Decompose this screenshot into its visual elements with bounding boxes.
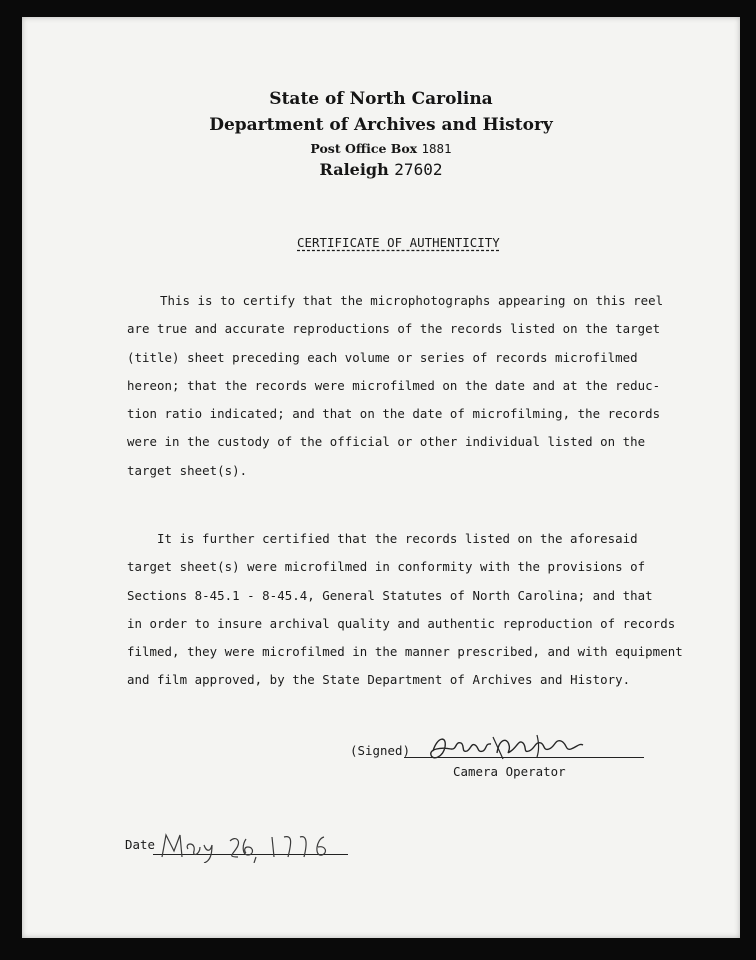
paragraph-line: It is further certified that the records listed on the aforesaid [157,531,638,546]
paragraph-line: target sheet(s). [127,462,248,478]
certificate-title: CERTIFICATE OF AUTHENTICITY [297,235,500,250]
letterhead-po-box [22,141,740,156]
paragraph-line: This is to certify that the microphotographs appearing on this reel [160,293,664,308]
paragraph-line: hereon; that the records were microfilmed on the date and at the reduc- [127,377,661,393]
po-box-number: 1881 [421,141,452,156]
date-label: Date [125,837,156,852]
city-label: Raleigh [319,160,389,179]
document-page [22,17,740,938]
po-box-label: Post Office Box [310,141,418,156]
zip-code: 27602 [394,160,443,179]
paragraph-line: are true and accurate reproductions of the records listed on the target [127,321,661,337]
signed-label: (Signed) [350,743,411,758]
paragraph-line: and film approved, by the State Department of Archives and History. [127,672,631,688]
handwritten-date [156,829,336,863]
paragraph-line: tion ratio indicated; and that on the date of microfilming, the records [127,406,661,422]
paragraph-line: filmed, they were microfilmed in the manner prescribed, and with equipment [127,644,683,660]
letterhead-city [22,160,740,179]
paragraph-line: Sections 8-45.1 - 8-45.4, General Statutes of North Carolina; and that [127,587,653,603]
paragraph-line: in order to insure archival quality and authentic reproduction of records [127,615,676,631]
paragraph-line: (title) sheet preceding each volume or series of records microfilmed [127,349,638,365]
handwritten-signature [427,729,587,765]
paragraph-1 [127,293,687,491]
paragraph-line: were in the custody of the official or other individual listed on the [127,434,646,450]
letterhead-department: Department of Archives and History [209,115,553,135]
paragraph-2 [127,531,687,701]
letterhead-state: State of North Carolina [269,89,493,109]
camera-operator-label: Camera Operator [453,764,566,779]
paragraph-line: target sheet(s) were microfilmed in conformity with the provisions of [127,559,646,575]
